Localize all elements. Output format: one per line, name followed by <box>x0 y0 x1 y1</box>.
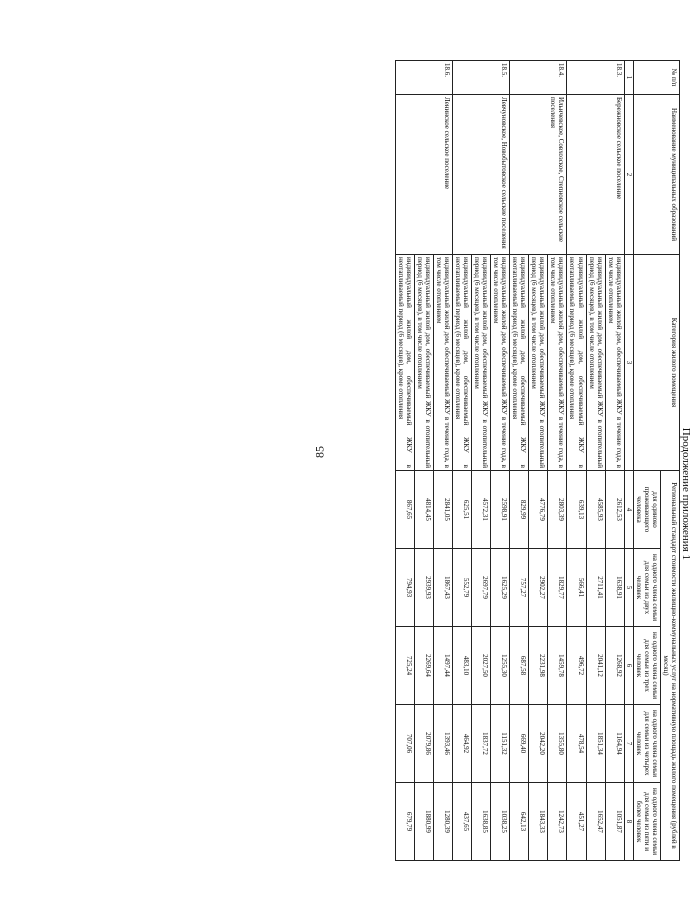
housing-category: индивидуальный жилой дом, обеспечиваемый ЖКУ в отопительный период (6 месяцев), в том числе отоплением <box>414 255 433 471</box>
cost-value: 757,27 <box>510 549 529 627</box>
cost-value: 2612,53 <box>605 471 624 549</box>
housing-category: индивидуальный жилой дом, обеспечиваемый ЖКУ в отопительный период (6 месяцев), в том числе отоплением <box>471 255 490 471</box>
header-col6: на одного члена семьи для семьи из трех человек <box>633 627 660 705</box>
cost-value: 794,93 <box>395 549 414 627</box>
header-num: № п/п <box>633 61 679 95</box>
table-body <box>395 61 624 861</box>
housing-category: индивидуальный жилой дом, обеспечиваемый ЖКУ в отопительный период (6 месяцев), в том числе отоплением <box>529 255 548 471</box>
municipality-name: Ленинское сельское поселение <box>395 95 452 255</box>
cost-value: 2041,12 <box>586 627 605 705</box>
cost-value: 1880,99 <box>414 783 433 861</box>
table-row <box>433 61 452 861</box>
cost-value: 2598,91 <box>491 471 510 549</box>
cost-value: 1268,92 <box>605 627 624 705</box>
cost-value: 1837,72 <box>471 705 490 783</box>
cost-value: 1459,78 <box>548 627 567 705</box>
housing-category: индивидуальный жилой дом, обеспечиваемый ЖКУ в неотапливаемый период (6 месяцев), кроме отопления <box>452 255 471 471</box>
cost-value: 725,24 <box>395 627 414 705</box>
cost-value: 2697,79 <box>471 549 490 627</box>
index-cell: 8 <box>624 783 633 861</box>
index-cell: 5 <box>624 549 633 627</box>
cost-value: 1638,85 <box>471 783 490 861</box>
cost-value: 2231,98 <box>529 627 548 705</box>
index-cell: 1 <box>624 61 633 95</box>
cost-value: 707,06 <box>395 705 414 783</box>
row-number: 18.4. <box>510 61 567 95</box>
index-cell: 3 <box>624 255 633 471</box>
municipality-name: Бережновское сельское поселение <box>567 95 624 255</box>
housing-cost-table <box>395 60 680 861</box>
housing-category: индивидуальный жилой дом, обеспечиваемый ЖКУ в течение года, в том числе отоплением <box>491 255 510 471</box>
municipality-name: Левчуновское, Новобытовское сельские поселения <box>452 95 509 255</box>
cost-value: 4572,31 <box>471 471 490 549</box>
table-row <box>548 61 567 861</box>
header-col4: для одиноко проживающего человека <box>633 471 660 549</box>
cost-value: 2902,27 <box>529 549 548 627</box>
housing-category: индивидуальный жилой дом, обеспечиваемый ЖКУ в неотапливаемый период (6 месяцев), кроме отопления <box>567 255 586 471</box>
cost-value: 867,65 <box>395 471 414 549</box>
index-cell: 2 <box>624 95 633 255</box>
cost-value: 625,51 <box>452 471 471 549</box>
header-col5: на одного члена семьи для семьи из двух человек <box>633 549 660 627</box>
cost-value: 2841,05 <box>433 471 452 549</box>
housing-category: индивидуальный жилой дом, обеспечиваемый ЖКУ в течение года, в том числе отоплением <box>548 255 567 471</box>
row-number: 18.5. <box>452 61 509 95</box>
cost-value: 679,79 <box>395 783 414 861</box>
index-cell: 4 <box>624 471 633 549</box>
row-number: 18.3. <box>567 61 624 95</box>
cost-value: 566,41 <box>567 549 586 627</box>
index-cell: 6 <box>624 627 633 705</box>
cost-value: 829,99 <box>510 471 529 549</box>
header-col7: на одного члена семьи для семьи из четырех человек <box>633 705 660 783</box>
header-col8: на одного члена семьи для семьи из пяти и более человек <box>633 783 660 861</box>
cost-value: 1280,39 <box>433 783 452 861</box>
cost-value: 2027,50 <box>471 627 490 705</box>
cost-value: 4814,45 <box>414 471 433 549</box>
header-standard-group: Региональный стандарт стоимости жилищно-коммунальных услуг на нормативную площадь жилого помещения (рублей в месяц) <box>660 471 679 861</box>
cost-value: 464,92 <box>452 705 471 783</box>
cost-value: 2803,39 <box>548 471 567 549</box>
cost-value: 2269,64 <box>414 627 433 705</box>
cost-value: 1625,29 <box>491 549 510 627</box>
cost-value: 4776,79 <box>529 471 548 549</box>
housing-category: индивидуальный жилой дом, обеспечиваемый ЖКУ в течение года, в том числе отоплением <box>433 255 452 471</box>
cost-value: 2042,20 <box>529 705 548 783</box>
table-row <box>605 61 624 861</box>
cost-value: 1867,43 <box>433 549 452 627</box>
housing-category: индивидуальный жилой дом, обеспечиваемый ЖКУ в неотапливаемый период (6 месяцев), кроме отопления <box>395 255 414 471</box>
rotated-sheet <box>180 60 680 860</box>
table-row <box>491 61 510 861</box>
cost-value: 639,13 <box>567 471 586 549</box>
page-number: 85 <box>312 446 327 458</box>
cost-value: 478,54 <box>567 705 586 783</box>
index-cell: 7 <box>624 705 633 783</box>
index-row <box>624 61 633 861</box>
cost-value: 4585,93 <box>586 471 605 549</box>
cost-value: 1638,91 <box>605 549 624 627</box>
cost-value: 1851,34 <box>586 705 605 783</box>
housing-category: индивидуальный жилой дом, обеспечиваемый ЖКУ в течение года, в том числе отоплением <box>605 255 624 471</box>
cost-value: 687,58 <box>510 627 529 705</box>
cost-value: 2711,41 <box>586 549 605 627</box>
cost-value: 642,13 <box>510 783 529 861</box>
cost-value: 2939,93 <box>414 549 433 627</box>
header-municipality: Наименование муниципальных образований <box>633 95 679 255</box>
cost-value: 1829,77 <box>548 549 567 627</box>
cost-value: 669,40 <box>510 705 529 783</box>
header-category: Категория жилого помещения <box>633 255 679 471</box>
cost-value: 552,79 <box>452 549 471 627</box>
cost-value: 1355,80 <box>548 705 567 783</box>
cost-value: 2079,86 <box>414 705 433 783</box>
cost-value: 496,72 <box>567 627 586 705</box>
municipality-name: Ильичевское, Совхозское, Степновское сельские поселения <box>510 95 567 255</box>
housing-category: индивидуальный жилой дом, обеспечиваемый ЖКУ в неотапливаемый период (6 месяцев), кроме отопления <box>510 255 529 471</box>
cost-value: 1393,46 <box>433 705 452 783</box>
cost-value: 1843,33 <box>529 783 548 861</box>
cost-value: 1497,44 <box>433 627 452 705</box>
cost-value: 1151,32 <box>491 705 510 783</box>
row-number: 18.6. <box>395 61 452 95</box>
appendix-label: Продолжение приложения 1 <box>680 427 692 560</box>
cost-value: 437,65 <box>452 783 471 861</box>
cost-value: 1242,73 <box>548 783 567 861</box>
cost-value: 483,10 <box>452 627 471 705</box>
cost-value: 1255,30 <box>491 627 510 705</box>
cost-value: 451,27 <box>567 783 586 861</box>
cost-value: 1038,25 <box>491 783 510 861</box>
cost-value: 1652,47 <box>586 783 605 861</box>
housing-category: индивидуальный жилой дом, обеспечиваемый ЖКУ в отопительный период (6 месяцев), в том числе отоплением <box>586 255 605 471</box>
cost-value: 1051,87 <box>605 783 624 861</box>
cost-value: 1164,94 <box>605 705 624 783</box>
